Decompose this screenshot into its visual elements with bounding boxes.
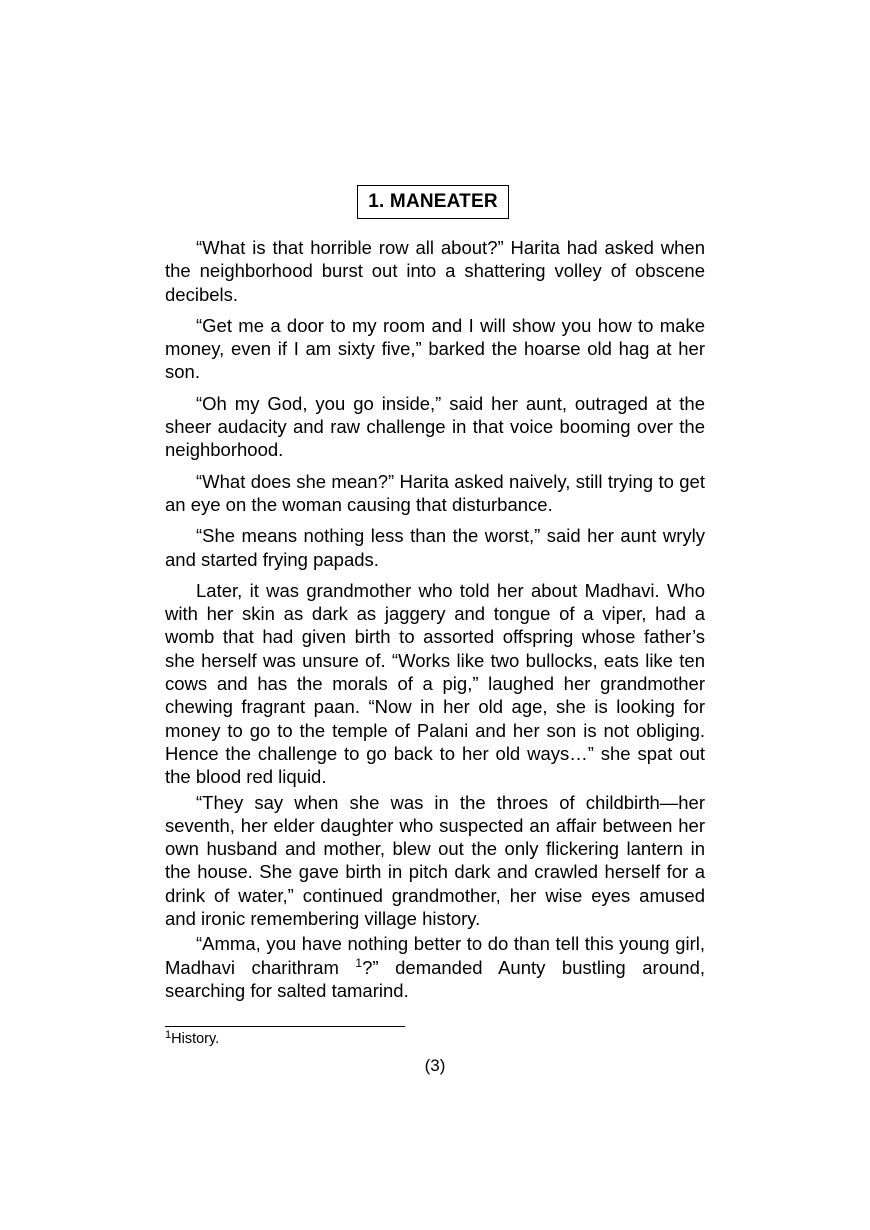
paragraph-text: ?” demanded Aunty bustling around, searching for salted tamarind.: [165, 956, 705, 1001]
paragraph: “What does she mean?” Harita asked naively, still trying to get an eye on the woman causing that disturbance.: [165, 470, 705, 515]
paragraph: “Get me a door to my room and I will show you how to make money, even if I am sixty five,” barked the hoarse old hag at her son.: [165, 314, 705, 383]
footnote-divider: [165, 1026, 405, 1027]
footnote-mark: 1: [165, 1029, 172, 1041]
paragraph: Later, it was grandmother who told her about Madhavi. Who with her skin as dark as jaggery and tongue of a viper, had a womb that had given birth to assorted offspring whose father’s she herself was unsure of. “Works like two bullocks, eats like ten cows and has the morals of a pig,” laughed her grandmother chewing fragrant paan. “Now in her old age, she is looking for money to go to the temple of Palani and her son is not obliging. Hence the challenge to go back to her old ways…” she spat out the blood red liquid.: [165, 579, 705, 788]
paragraph-text: “Amma, you have nothing better to do than tell this young girl, Madhavi charithram: [165, 933, 705, 978]
footnote: [165, 1031, 219, 1047]
paragraph: “What is that horrible row all about?” Harita had asked when the neighborhood burst out into a shattering volley of obscene decibels.: [165, 237, 705, 305]
paragraph: “They say when she was in the throes of childbirth—her seventh, her elder daughter who suspected an affair between her own husband and mother, blew out the only flickering lantern in the house. She gave birth in pitch dark and crawled herself for a drink of water,” continued grandmother, her wise eyes amused and ironic remembering village history.: [165, 791, 705, 930]
paragraph: “Oh my God, you go inside,” said her aunt, outraged at the sheer audacity and raw challenge in that voice booming over the neighborhood.: [165, 392, 705, 461]
page-number: (3): [424, 1056, 446, 1075]
chapter-title: 1. MANEATER: [357, 185, 509, 219]
paragraph-with-footnote: [165, 932, 705, 1002]
paragraph: “She means nothing less than the worst,” said her aunt wryly and started frying papads.: [165, 525, 705, 570]
footnote-reference: 1: [355, 955, 363, 970]
footnote-text: History.: [171, 1031, 220, 1047]
body-text: [165, 236, 705, 1010]
